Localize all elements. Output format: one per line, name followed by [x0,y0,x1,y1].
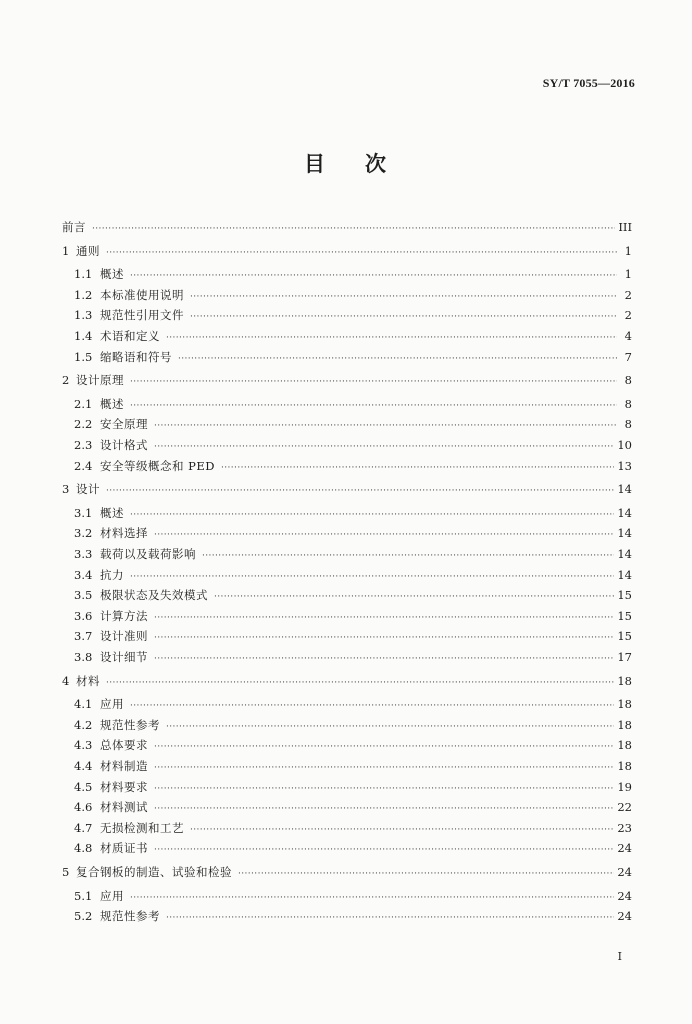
toc-entry-label: 材料 [76,673,100,688]
toc-entry [74,524,632,542]
page-title-char-2: 次 [365,151,388,176]
toc-entry [74,286,632,304]
toc-entry-page: 22 [617,800,632,815]
toc-entry-number: 4.4 [74,759,93,773]
dot-leader [154,759,614,777]
toc-entry-label: 设计细节 [100,650,148,664]
dot-leader [166,909,614,927]
dot-leader [154,417,617,435]
toc-entry-page: 2 [624,287,632,302]
toc-entry [74,327,632,345]
toc-entry-number: 1.2 [74,287,93,302]
toc-entry-number: 4.7 [74,820,93,835]
toc-entry [74,907,632,925]
dot-leader [106,482,614,500]
toc-entry-page: 1 [624,243,632,258]
toc-entry-number: 4.2 [74,717,93,732]
dot-leader [154,650,614,668]
toc-entry-label: 设计 [76,482,100,497]
toc-entry-label: 安全等级概念和 PED [100,458,216,473]
toc-entry-number: 1.1 [74,267,93,282]
toc-entry-number: 3.2 [74,526,93,541]
toc-entry-page: III [618,220,632,234]
toc-entry [74,348,632,366]
toc-entry-number: 4.5 [74,779,93,794]
toc-entry [74,265,632,283]
toc-entry-label: 前言 [62,220,86,234]
toc-entry-page: 7 [624,349,632,364]
dot-leader [130,697,614,715]
dot-leader [190,821,614,839]
toc-entry-label: 缩略语和符号 [100,349,172,364]
toc-entry-page: 18 [617,697,632,712]
toc-entry-page: 1 [624,267,632,282]
toc-entry-number: 3.6 [74,608,93,623]
toc-entry [74,736,632,754]
toc-entry [74,648,632,666]
toc-entry-number: 3.5 [74,588,93,603]
toc-entry [62,863,632,881]
toc-entry [74,607,632,625]
toc-entry [74,586,632,604]
dot-leader [130,506,614,524]
toc-entry-label: 设计原理 [76,373,124,388]
toc-entry-page: 13 [617,458,632,473]
toc-entry-label: 安全原理 [100,417,148,432]
toc-entry-label: 材料要求 [100,779,148,794]
toc-entry-label: 抗力 [100,567,124,582]
toc-entry [74,695,632,713]
toc-entry-label: 材质证书 [100,841,148,856]
toc-entry-page: 14 [617,526,632,541]
toc-entry-page: 14 [617,505,632,520]
toc-entry [62,242,632,260]
toc-entry [74,778,632,796]
toc-entry-label: 应用 [100,888,124,903]
toc-entry-page: 10 [617,438,632,452]
toc-entry-page: 19 [617,779,632,794]
toc-entry-page: 24 [617,865,632,879]
toc-entry-label: 载荷以及载荷影响 [100,547,196,561]
toc-entry [74,839,632,857]
toc-entry [74,415,632,433]
toc-entry-label: 应用 [100,697,124,712]
toc-entry-number: 4 [62,673,70,688]
toc-entry [62,371,632,389]
toc-entry-number: 3.8 [74,650,93,664]
toc-entry [74,716,632,734]
dot-leader [178,350,617,368]
toc-entry-page: 24 [617,909,632,924]
toc-entry-page: 24 [617,888,632,903]
toc-entry-label: 设计格式 [100,438,148,452]
toc-entry-label: 通则 [76,243,100,258]
dot-leader [130,889,614,907]
toc-entry [62,218,632,236]
dot-leader [154,800,614,818]
toc-entry-label: 设计准则 [100,629,148,644]
dot-leader [130,568,614,586]
dot-leader [154,629,614,647]
toc-entry-number: 4.6 [74,800,93,815]
toc-entry-number: 3.1 [74,505,93,520]
toc-entry-page: 18 [617,673,632,688]
toc-entry [74,887,632,905]
dot-leader [214,588,614,606]
dot-leader [130,267,617,285]
dot-leader [154,609,614,627]
toc-entry [74,757,632,775]
toc-entry-label: 复合钢板的制造、试验和检验 [76,865,232,879]
toc-entry-page: 8 [624,396,632,411]
dot-leader [190,288,617,306]
toc-entry-number: 4.3 [74,738,93,753]
dot-leader [154,841,614,859]
toc-entry-page: 15 [617,588,632,603]
toc-entry-page: 18 [617,738,632,753]
toc-entry-label: 概述 [100,505,124,520]
toc-entry [74,457,632,475]
toc-entry-number: 2.1 [74,396,93,411]
toc-entry-label: 术语和定义 [100,329,160,343]
dot-leader [166,718,614,736]
toc-entry [74,395,632,413]
toc-entry-label: 本标准使用说明 [100,287,184,302]
dot-leader [130,397,617,415]
toc-entry-label: 规范性参考 [100,717,160,732]
toc-entry-page: 14 [617,482,632,497]
toc-entry-label: 总体要求 [100,738,148,753]
dot-leader [238,865,614,883]
toc-entry-number: 3 [62,482,70,497]
toc-entry-page: 18 [617,717,632,732]
standard-code: SY/T 7055—2016 [542,76,635,90]
toc-entry-page: 15 [617,608,632,623]
toc-entry-page: 14 [617,547,632,561]
toc-entry-number: 5 [62,865,70,879]
toc-entry-number: 2.2 [74,417,93,432]
toc-entry-page: 24 [617,841,632,856]
toc-entry-number: 4.1 [74,697,93,712]
toc-entry-page: 2 [624,308,632,323]
dot-leader [130,373,617,391]
page-number: I [617,950,622,963]
toc-entry [74,436,632,454]
toc-entry-label: 规范性引用文件 [100,308,184,323]
toc-entry [74,504,632,522]
toc-entry [74,306,632,324]
dot-leader [154,438,614,456]
dot-leader [166,329,617,347]
dot-leader [190,308,617,326]
toc-entry-number: 1.3 [74,308,93,323]
toc-entry-page: 8 [624,373,632,388]
toc-entry-number: 2 [62,373,70,388]
toc-entry-label: 材料选择 [100,526,148,541]
toc-entry [74,798,632,816]
dot-leader [106,244,617,262]
dot-leader [202,547,614,565]
toc-entry-number: 2.4 [74,458,93,473]
toc-entry-page: 8 [624,417,632,432]
toc-entry-label: 计算方法 [100,608,148,623]
dot-leader [154,738,614,756]
toc-entry-label: 材料测试 [100,800,148,815]
toc-entry [62,672,632,690]
toc-entry-page: 15 [617,629,632,644]
toc-entry-number: 2.3 [74,438,93,452]
dot-leader [92,220,615,238]
toc-entry-number: 3.4 [74,567,93,582]
toc-entry-label: 概述 [100,267,124,282]
toc-entry-number: 1 [62,243,70,258]
dot-leader [154,780,614,798]
toc-entry [74,566,632,584]
toc-entry-label: 材料制造 [100,759,148,773]
toc-entry [74,627,632,645]
toc-entry [74,545,632,563]
toc-entry-label: 无损检测和工艺 [100,820,184,835]
dot-leader [106,674,614,692]
toc-entry-label: 规范性参考 [100,909,160,924]
page-title [0,148,692,178]
toc-entry-page: 14 [617,567,632,582]
toc-entry-number: 5.1 [74,888,93,903]
toc-entry-page: 23 [617,820,632,835]
toc-entry [74,819,632,837]
dot-leader [154,526,614,544]
toc-entry-number: 4.8 [74,841,93,856]
toc-entry-page: 18 [617,759,632,773]
toc-entry-number: 3.7 [74,629,93,644]
toc-entry-page: 4 [624,329,632,343]
page-title-char-1: 目 [304,151,327,176]
toc-entry [62,480,632,498]
toc-entry-number: 1.4 [74,329,93,343]
toc-entry-label: 概述 [100,396,124,411]
toc-entry-number: 3.3 [74,547,93,561]
dot-leader [221,459,614,477]
toc-entry-number: 5.2 [74,909,93,924]
toc-entry-label: 极限状态及失效模式 [100,588,208,603]
toc-entry-number: 1.5 [74,349,93,364]
toc-entry-page: 17 [617,650,632,664]
